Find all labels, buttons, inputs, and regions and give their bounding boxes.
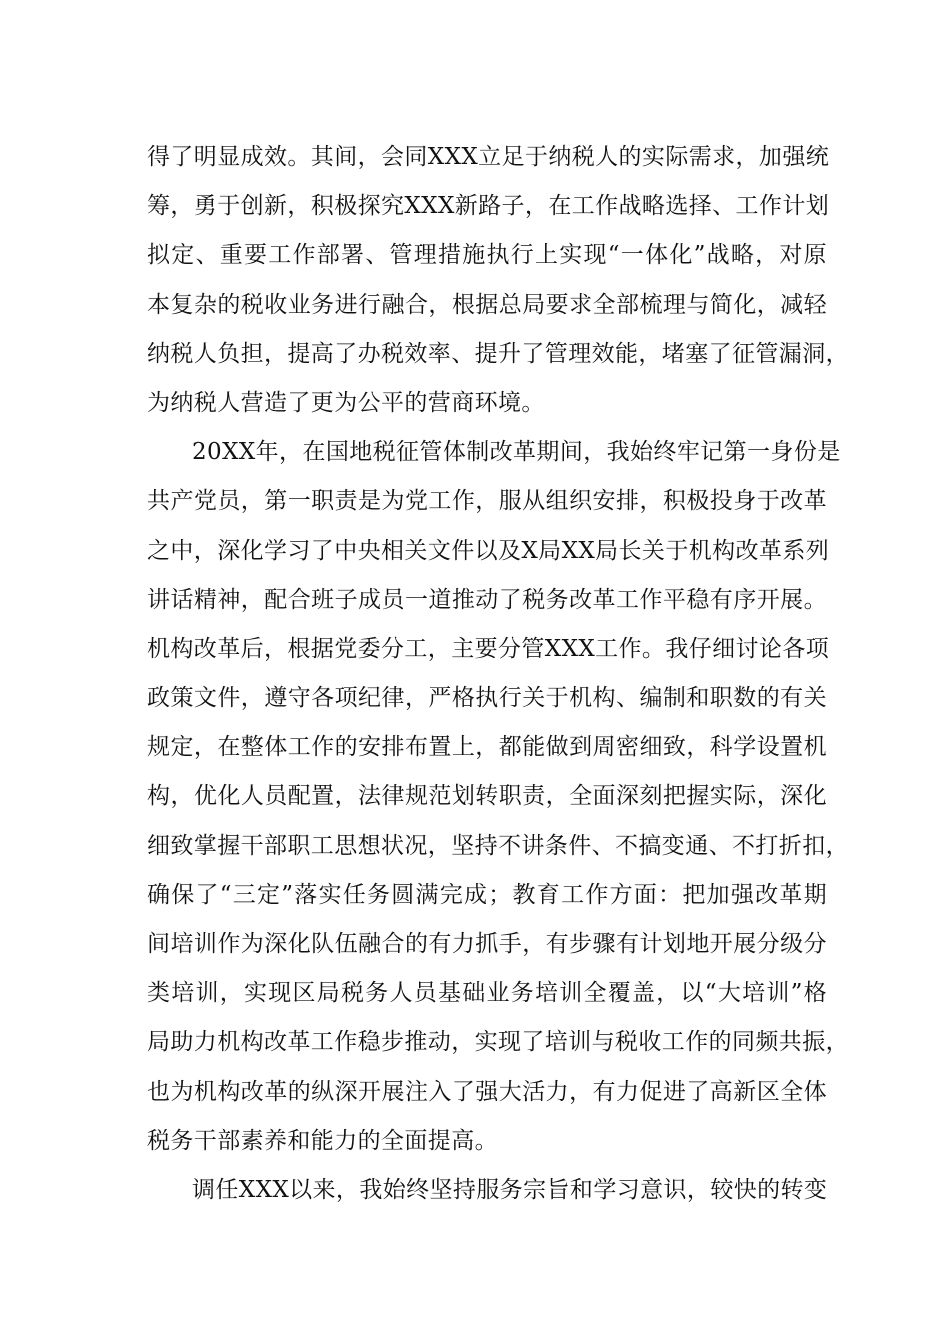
text-line: 本复杂的税收业务进行融合，根据总局要求全部梳理与简化，减轻 xyxy=(147,291,827,318)
text-line: 得了明显成效。其间，会同XXX立足于纳税人的实际需求，加强统 xyxy=(147,144,830,170)
text-line: 机构改革后，根据党委分工，主要分管XXX工作。我仔细讨论各项 xyxy=(147,635,830,662)
text-line: 20XX年，在国地税征管体制改革期间，我始终牢记第一身份是 xyxy=(192,439,841,466)
text-line: 规定，在整体工作的安排布置上，都能做到周密细致，科学设置机 xyxy=(147,734,827,761)
text-line: 政策文件，遵守各项纪律，严格执行关于机构、编制和职数的有关 xyxy=(147,685,827,712)
text-line: 确保了“三定”落实任务圆满完成；教育工作方面：把加强改革期 xyxy=(147,881,827,908)
text-line: 筹，勇于创新，积极探究XXX新路子，在工作战略选择、工作计划 xyxy=(147,193,830,220)
paragraph-3 xyxy=(147,1166,827,1215)
text-line: 税务干部素养和能力的全面提高。 xyxy=(147,1127,498,1154)
text-line: 调任XXX以来，我始终坚持服务宗旨和学习意识，较快的转变 xyxy=(192,1176,828,1203)
body-text xyxy=(147,133,849,1215)
text-line: 讲话精神，配合班子成员一道推动了税务改革工作平稳有序开展。 xyxy=(147,586,827,613)
paragraph-1 xyxy=(147,133,849,428)
text-line: 间培训作为深化队伍融合的有力抓手，有步骤有计划地开展分级分 xyxy=(147,931,827,957)
text-line: 共产党员，第一职责是为党工作，服从组织安排，积极投身于改革 xyxy=(147,488,827,515)
text-line: 拟定、重要工作部署、管理措施执行上实现“一体化”战略，对原 xyxy=(147,242,827,269)
text-line: 类培训，实现区局税务人员基础业务培训全覆盖，以“大培训”格 xyxy=(147,980,827,1007)
text-line: 局助力机构改革工作稳步推动，实现了培训与税收工作的同频共振， xyxy=(147,1029,849,1056)
text-line: 细致掌握干部职工思想状况，坚持不讲条件、不搞变通、不打折扣， xyxy=(147,832,849,859)
text-line: 也为机构改革的纵深开展注入了强大活力，有力促进了高新区全体 xyxy=(147,1078,827,1105)
text-line: 构，优化人员配置，法律规范划转职责，全面深刻把握实际，深化 xyxy=(147,783,827,810)
text-line: 为纳税人营造了更为公平的营商环境。 xyxy=(147,389,545,416)
text-line: 纳税人负担，提高了办税效率、提升了管理效能，堵塞了征管漏洞， xyxy=(147,340,849,367)
text-line: 之中，深化学习了中央相关文件以及X局XX局长关于机构改革系列 xyxy=(147,537,830,564)
paragraph-2 xyxy=(147,428,849,1166)
